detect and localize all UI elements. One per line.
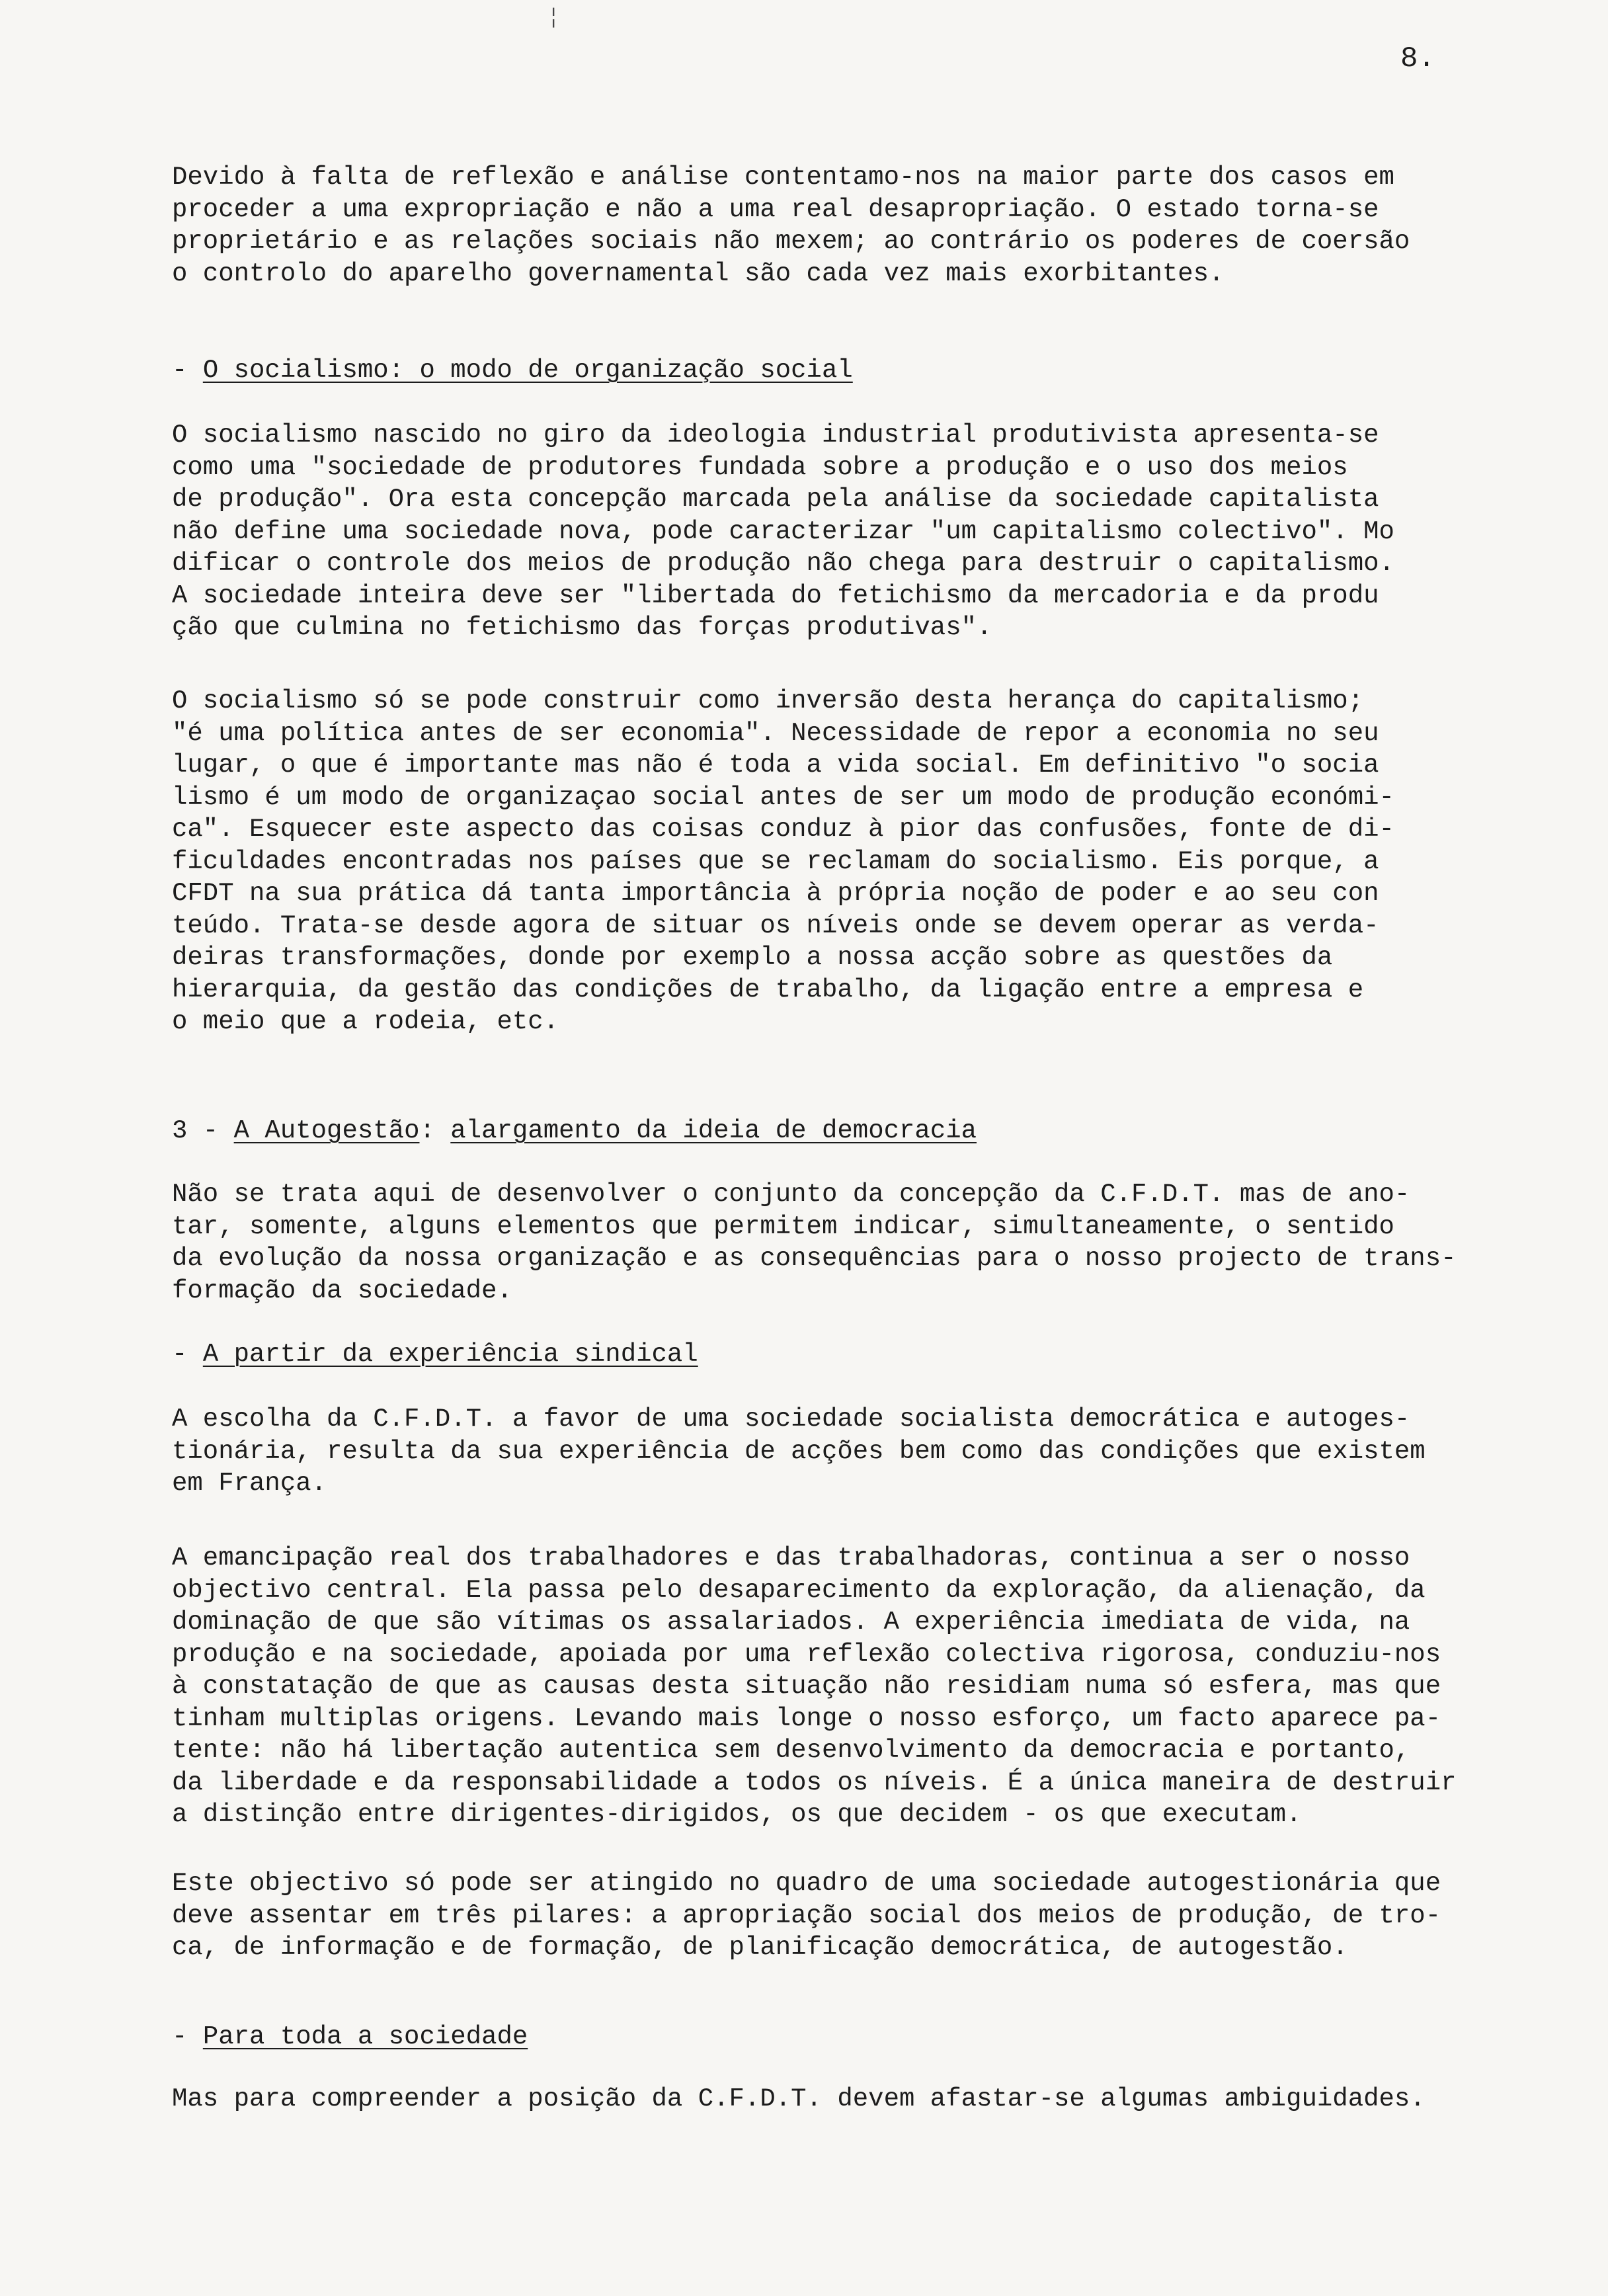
text-line: da evolução da nossa organização e as consequências para o nosso projecto de trans- (172, 1244, 1457, 1273)
text-line: Devido à falta de reflexão e análise contentamo-nos na maior parte dos casos em (172, 163, 1394, 192)
heading-dash: - (172, 356, 203, 385)
text-line: Não se trata aqui de desenvolver o conjunto da concepção da C.F.D.T. mas de ano- (172, 1180, 1410, 1209)
text-line: como uma "sociedade de produtores fundada sobre a produção e o uso dos meios (172, 452, 1348, 482)
text-line: Este objectivo só pode ser atingido no quadro de uma sociedade autogestionária que (172, 1869, 1441, 1898)
text-line: lismo é um modo de organizaçao social antes de ser um modo de produção económi- (172, 782, 1394, 812)
heading-number: 3 - (172, 1116, 234, 1145)
text-line: CFDT na sua prática dá tanta importância à própria noção de poder e ao seu con (172, 879, 1379, 908)
text-line: ficuldades encontradas nos países que se reclamam do socialismo. Eis porque, a (172, 846, 1379, 876)
text-line: A sociedade inteira deve ser "libertada do fetichismo da mercadoria e da produ (172, 581, 1379, 610)
paragraph-posicao (172, 2083, 1560, 2115)
text-line: O socialismo nascido no giro da ideologia industrial produtivista apresenta-se (172, 421, 1379, 450)
text-line: A emancipação real dos trabalhadores e das trabalhadoras, continua a ser o nosso (172, 1543, 1410, 1573)
text-line: dificar o controle dos meios de produção não chega para destruir o capitalismo. (172, 549, 1394, 578)
text-line: da liberdade e da responsabilidade a todos os níveis. É a única maneira de destruir (172, 1768, 1457, 1797)
paragraph-emancipacao (172, 1542, 1560, 1831)
heading-title-b: alargamento da ideia de democracia (450, 1116, 977, 1145)
text-line: à constatação de que as causas desta situação não residiam numa só esfera, mas que (172, 1672, 1441, 1701)
text-line: proceder a uma expropriação e não a uma real desapropriação. O estado torna-se (172, 194, 1379, 224)
section-heading-experiencia (172, 1338, 1560, 1371)
heading-title: A partir da experiência sindical (202, 1340, 698, 1369)
paragraph-autogestao (172, 1178, 1560, 1307)
text-line: hierarquia, da gestão das condições de trabalho, da ligação entre a empresa e (172, 975, 1364, 1004)
paragraph-objectivo (172, 1867, 1560, 1964)
scan-mark: ╎ (547, 9, 560, 31)
text-line: deiras transformações, donde por exemplo a nossa acção sobre as questões da (172, 943, 1333, 972)
text-line: Mas para compreender a posição da C.F.D.T. devem afastar-se algumas ambiguidades. (172, 2084, 1426, 2113)
text-line: de produção". Ora esta concepção marcada pela análise da sociedade capitalista (172, 485, 1379, 514)
paragraph-escolha (172, 1403, 1560, 1500)
text-line: formação da sociedade. (172, 1276, 512, 1305)
heading-separator: : (419, 1116, 451, 1145)
paragraph-intro (172, 161, 1560, 290)
text-line: produção e na sociedade, apoiada por uma reflexão colectiva rigorosa, conduziu-nos (172, 1639, 1441, 1669)
text-line: o meio que a rodeia, etc. (172, 1007, 559, 1036)
text-line: teúdo. Trata-se desde agora de situar os níveis onde se devem operar as verda- (172, 911, 1379, 940)
text-line: não define uma sociedade nova, pode caracterizar "um capitalismo colectivo". Mo (172, 516, 1394, 546)
text-line: tente: não há libertação autentica sem desenvolvimento da democracia e portanto, (172, 1736, 1410, 1765)
text-line: deve assentar em três pilares: a apropriação social dos meios de produção, de tro- (172, 1901, 1441, 1930)
text-line: lugar, o que é importante mas não é toda a vida social. Em definitivo "o socia (172, 751, 1379, 780)
paragraph-socialismo-1 (172, 419, 1560, 644)
page-number: 8. (1400, 42, 1435, 75)
text-line: "é uma política antes de ser economia". Necessidade de repor a economia no seu (172, 718, 1379, 748)
text-line: tar, somente, alguns elementos que permitem indicar, simultaneamente, o sentido (172, 1211, 1394, 1241)
section-heading-sociedade (172, 2021, 1560, 2053)
heading-dash: - (172, 1340, 203, 1369)
text-line: A escolha da C.F.D.T. a favor de uma sociedade socialista democrática e autoges- (172, 1405, 1410, 1434)
text-line: ca, de informação e de formação, de planificação democrática, de autogestão. (172, 1933, 1348, 1962)
text-line: O socialismo só se pode construir como inversão desta herança do capitalismo; (172, 686, 1364, 716)
text-line: ção que culmina no fetichismo das forças produtivas". (172, 613, 992, 642)
section-heading-socialismo (172, 354, 1560, 387)
text-line: tionária, resulta da sua experiência de acções bem como das condições que existem (172, 1436, 1426, 1466)
text-line: tinham multiplas origens. Levando mais longe o nosso esforço, um facto aparece pa- (172, 1703, 1441, 1733)
text-line: proprietário e as relações sociais não mexem; ao contrário os poderes de coersão (172, 227, 1410, 256)
paragraph-socialismo-2 (172, 685, 1560, 1038)
text-line: a distinção entre dirigentes-dirigidos, os que decidem - os que executam. (172, 1800, 1302, 1829)
heading-title: O socialismo: o modo de organização social (202, 356, 853, 385)
text-line: em França. (172, 1469, 327, 1498)
section-heading-autogestao (172, 1115, 1560, 1147)
heading-dash: - (172, 2022, 203, 2051)
text-line: o controlo do aparelho governamental são cada vez mais exorbitantes. (172, 259, 1225, 288)
heading-title: Para toda a sociedade (202, 2022, 528, 2051)
text-line: ca". Esquecer este aspecto das coisas conduz à pior das confusões, fonte de di- (172, 815, 1394, 844)
text-line: objectivo central. Ela passa pelo desaparecimento da exploração, da alienação, da (172, 1575, 1426, 1605)
heading-title-a: A Autogestão (233, 1116, 420, 1145)
text-line: dominação de que são vítimas os assalariados. A experiência imediata de vida, na (172, 1608, 1410, 1637)
